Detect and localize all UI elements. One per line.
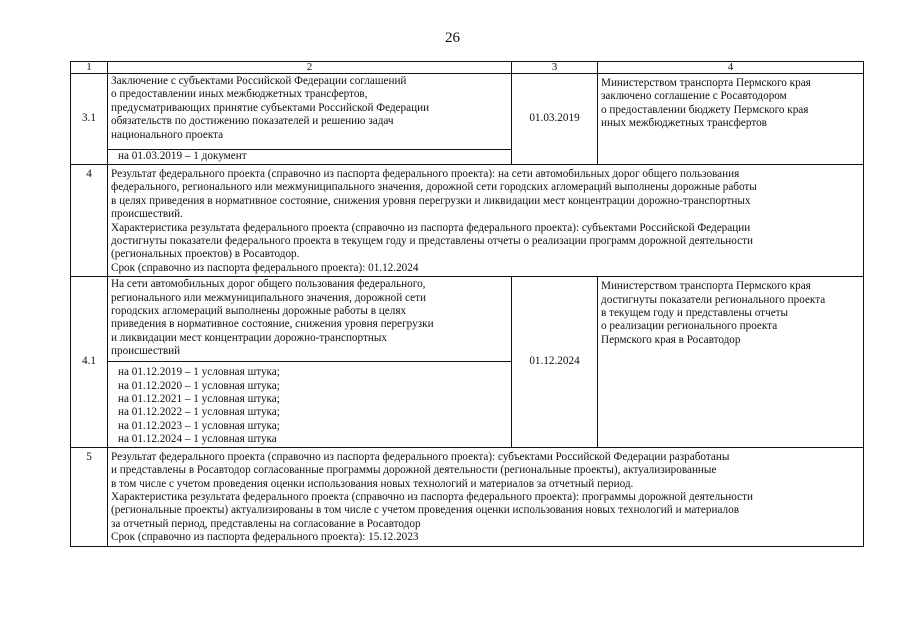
result-text-line: (региональные проекты) актуализированы в том числе с учетом проведения оценки использования новых технологий и материалов bbox=[111, 504, 739, 517]
description-line: и ликвидации мест концентрации дорожно-транспортных bbox=[111, 331, 387, 344]
result-line: Министерством транспорта Пермского края bbox=[601, 280, 811, 293]
result-text-line: Срок (справочно из паспорта федерального проекта): 01.12.2024 bbox=[111, 261, 419, 274]
description-line: городских агломераций выполнены дорожные работы в целях bbox=[111, 305, 407, 318]
plan-table bbox=[70, 61, 864, 547]
description-line: обязательств по достижению показателей и решению задач bbox=[111, 115, 394, 128]
indicator-line: на 01.12.2023 – 1 условная штука; bbox=[118, 419, 280, 432]
table-row-4 bbox=[71, 165, 864, 277]
header-cell-1: 1 bbox=[71, 62, 108, 74]
row-number: 5 bbox=[71, 447, 108, 546]
description-line: о предоставлении иных межбюджетных трансфертов, bbox=[111, 88, 368, 101]
result-line: Министерством транспорта Пермского края bbox=[601, 77, 811, 89]
result-text-line: (региональных проектов) в Росавтодор. bbox=[111, 248, 300, 261]
result-line: о предоставлении бюджету Пермского края bbox=[601, 103, 809, 116]
row-description bbox=[108, 277, 512, 447]
indicator-line: на 01.12.2020 – 1 условная штука; bbox=[118, 379, 280, 392]
result-text-line: достигнуты показатели федерального проекта в текущем году и представлены отчеты о реализации программ дорожной деятельности bbox=[111, 235, 753, 248]
indicator-line: на 01.12.2019 – 1 условная штука; bbox=[118, 366, 280, 379]
description-line: приведения в нормативное состояние, снижения уровня перегрузки bbox=[111, 318, 434, 331]
result-line: в текущем году и представлены отчеты bbox=[601, 307, 789, 320]
header-cell-4: 4 bbox=[598, 62, 864, 74]
table-header-row bbox=[71, 62, 864, 74]
row-number: 4 bbox=[71, 165, 108, 277]
result-line: заключено соглашение с Росавтодором bbox=[601, 90, 787, 103]
description-line: происшествий bbox=[111, 345, 181, 358]
result-text-line: и представлены в Росавтодор согласованные программы дорожной деятельности (региональные проекты), актуализированные bbox=[111, 464, 717, 477]
page-number: 26 bbox=[445, 30, 460, 46]
table-row-5 bbox=[71, 447, 864, 546]
result-text-line: федерального, регионального или межмуниципального значения, дорожной сети городских агломераций выполнены дорожные работы bbox=[111, 181, 757, 194]
header-cell-3: 3 bbox=[512, 62, 598, 74]
result-line: Пермского края в Росавтодор bbox=[601, 333, 741, 346]
result-text-line: Результат федерального проекта (справочно из паспорта федерального проекта): на сети автомобильных дорог общего пользования bbox=[111, 168, 740, 180]
row-number: 3.1 bbox=[71, 74, 108, 165]
indicator-line: на 01.03.2019 – 1 документ bbox=[118, 150, 247, 162]
result-text-line: Характеристика результата федерального проекта (справочно из паспорта федерального проекта): субъектами Российской Федерации bbox=[111, 221, 751, 234]
row-date: 01.12.2024 bbox=[512, 277, 598, 447]
row-result bbox=[598, 277, 864, 447]
description-line: На сети автомобильных дорог общего пользования федерального, bbox=[111, 278, 426, 291]
result-text-line: в целях приведения в нормативное состояние, снижения уровня перегрузки и ликвидации мест концентрации дорожно-транспортных bbox=[111, 194, 751, 207]
result-text-line: Результат федерального проекта (справочно из паспорта федерального проекта): субъектами Российской Федерации разработаны bbox=[111, 450, 730, 463]
row-federal-result bbox=[108, 165, 864, 277]
header-cell-2: 2 bbox=[108, 62, 512, 74]
result-text-line: Характеристика результата федерального проекта (справочно из паспорта федерального проекта): программы дорожной деятельности bbox=[111, 490, 753, 503]
result-line: о реализации регионального проекта bbox=[601, 320, 778, 333]
row-date: 01.03.2019 bbox=[512, 74, 598, 165]
row-federal-result bbox=[108, 447, 864, 546]
result-text-line: в том числе с учетом проведения оценки использования новых технологий и материалов за отчетный период. bbox=[111, 477, 634, 490]
result-line: иных межбюджетных трансфертов bbox=[601, 117, 767, 130]
table-row-3-1 bbox=[71, 74, 864, 165]
result-text-line: происшествий. bbox=[111, 208, 183, 221]
indicator-line: на 01.12.2021 – 1 условная штука; bbox=[118, 393, 280, 406]
description-line: регионального или межмуниципального значения, дорожной сети bbox=[111, 291, 426, 304]
row-number: 4.1 bbox=[71, 277, 108, 447]
description-line: предусматривающих принятие субъектами Российской Федерации bbox=[111, 101, 430, 114]
indicator-line: на 01.12.2022 – 1 условная штука; bbox=[118, 406, 280, 419]
indicator-line: на 01.12.2024 – 1 условная штука bbox=[118, 433, 277, 446]
description-line: Заключение с субъектами Российской Федерации соглашений bbox=[111, 75, 407, 87]
row-description bbox=[108, 74, 512, 165]
result-line: достигнуты показатели регионального проекта bbox=[601, 293, 826, 306]
description-line: национального проекта bbox=[111, 128, 224, 141]
result-text-line: за отчетный период, представлены на согласование в Росавтодор bbox=[111, 517, 421, 530]
row-result bbox=[598, 74, 864, 165]
table-row-4-1 bbox=[71, 277, 864, 447]
result-text-line: Срок (справочно из паспорта федерального проекта): 15.12.2023 bbox=[111, 531, 419, 544]
